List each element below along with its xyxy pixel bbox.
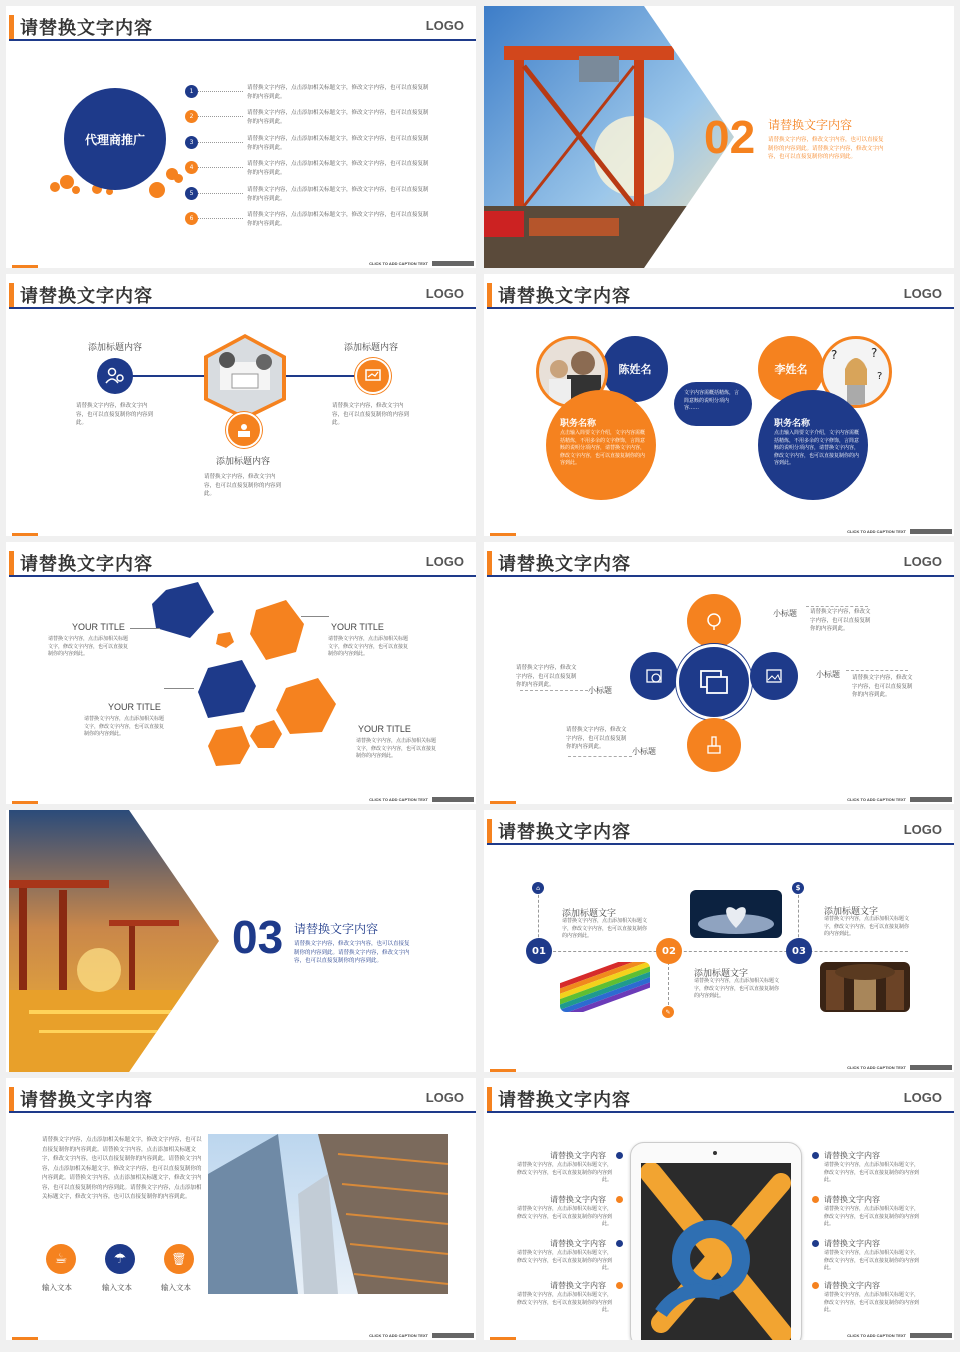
list-item-text: 请替换文字内容，点击添加相关标题文字，修改文字内容，也可以直接复制你的内容到此。	[247, 110, 429, 125]
role-title-1: 职务名称	[560, 419, 597, 429]
logo: LOGO	[425, 286, 464, 301]
cube-pointer-3	[164, 688, 194, 689]
orange-dot	[72, 186, 80, 194]
cube-title-1: YOUR TITLE	[72, 622, 125, 632]
cube-body-3: 请替换文字内容，点击添加相关标题文字，修改文字内容，也可以直接复制你的内容到此。	[84, 716, 165, 737]
slide-cross-diagram[interactable]	[484, 542, 954, 804]
caption-text: CLICK TO ADD CAPTION TEXT	[369, 261, 428, 266]
book-heart-photo	[690, 890, 782, 938]
step-body-2: 请替换文字内容，点击添加相关标题文字，修改文字内容，也可以直接复制你的内容到此。	[694, 978, 780, 999]
rope-knot-photo	[641, 1163, 791, 1340]
logo: LOGO	[903, 822, 942, 837]
flow-line	[538, 951, 908, 952]
connector	[568, 756, 632, 757]
bullet-blue	[812, 1152, 819, 1159]
meeting-hexagon	[202, 332, 288, 422]
connector	[806, 606, 868, 607]
slide-title: 请替换文字内容	[498, 1090, 631, 1111]
input-text-3: 输入文本	[161, 1283, 191, 1292]
globe-node	[687, 594, 741, 648]
library-photo	[820, 962, 910, 1012]
trash-icon: 🗑	[164, 1244, 194, 1274]
title-underline	[9, 307, 476, 309]
title-accent	[9, 551, 14, 575]
footer-accent	[12, 801, 38, 804]
connector	[198, 193, 243, 194]
svg-text:?: ?	[877, 371, 883, 382]
slide-title: 请替换文字内容	[20, 1090, 153, 1111]
footer-accent	[12, 1337, 38, 1340]
step-left-body: 请替换文字内容，修改文字内容，也可以直接复制你的内容到此。	[76, 403, 154, 426]
person-name-2: 李姓名	[774, 363, 808, 376]
left-item-body: 请替换文字内容，点击添加相关标题文字，修改文字内容，也可以直接复制你的内容到此。	[516, 1206, 612, 1227]
footer-bar	[910, 529, 952, 534]
profile-circle-1	[546, 390, 656, 500]
list-number: 4	[185, 161, 198, 174]
input-text-2: 输入文本	[102, 1283, 132, 1292]
pencil-icon: ✎	[662, 1006, 674, 1018]
middle-summary	[674, 382, 752, 426]
bullet-orange	[616, 1196, 623, 1203]
logo: LOGO	[425, 18, 464, 33]
bullet-orange	[812, 1282, 819, 1289]
step-badge-02: 02	[656, 938, 682, 964]
cube-cluster	[146, 582, 346, 782]
list-item-text: 请替换文字内容，点击添加相关标题文字，修改文字内容，也可以直接复制你的内容到此。	[247, 85, 429, 100]
footer-accent	[490, 1337, 516, 1340]
footer-bar	[910, 1333, 952, 1338]
cube-title-3: YOUR TITLE	[108, 702, 161, 712]
slide-hexagon-steps[interactable]	[6, 274, 476, 536]
gallery-center	[676, 644, 752, 720]
subtitle-body-3: 请替换文字内容，修改文字内容，也可以直接复制你的内容到此。	[516, 665, 577, 688]
footer-bar	[432, 1333, 474, 1338]
bullet-blue	[616, 1152, 623, 1159]
step-bottom-label: 添加标题内容	[216, 457, 271, 467]
download-icon	[645, 667, 663, 685]
teacher-icon	[226, 412, 262, 448]
slide-agent-promotion[interactable]	[6, 6, 476, 268]
home-icon: ⌂	[532, 882, 544, 894]
connector	[198, 116, 243, 117]
coffee-icon: ☕	[46, 1244, 76, 1274]
slide-cubes[interactable]	[6, 542, 476, 804]
title-accent	[9, 1087, 14, 1111]
connector	[198, 218, 243, 219]
title-underline	[487, 843, 954, 845]
connector	[198, 91, 243, 92]
caption-text: CLICK TO ADD CAPTION TEXT	[847, 1333, 906, 1338]
slide-tablet[interactable]	[484, 1078, 954, 1340]
step-label-2: 添加标题文字	[694, 969, 749, 979]
svg-text:?: ?	[831, 348, 838, 362]
subtitle-3: 小标题	[588, 686, 612, 695]
slide-process-flow[interactable]	[484, 810, 954, 1072]
orange-dot	[50, 182, 60, 192]
input-text-1: 输入文本	[42, 1283, 72, 1292]
bullet-orange	[616, 1282, 623, 1289]
right-item-body: 请替换文字内容，点击添加相关标题文字，修改文字内容，也可以直接复制你的内容到此。	[824, 1250, 920, 1271]
logo: LOGO	[425, 1090, 464, 1105]
title-accent	[487, 551, 492, 575]
left-item-title: 请替换文字内容	[550, 1281, 606, 1290]
caption-text: CLICK TO ADD CAPTION TEXT	[369, 797, 428, 802]
orange-dot	[174, 174, 183, 183]
bullet-blue	[616, 1240, 623, 1247]
section-title: 请替换文字内容	[294, 922, 379, 936]
left-item-body: 请替换文字内容，点击添加相关标题文字，修改文字内容，也可以直接复制你的内容到此。	[516, 1162, 612, 1183]
connector	[846, 670, 908, 671]
footer-bar	[910, 1065, 952, 1070]
step-label-1: 添加标题文字	[562, 909, 617, 919]
slide-section-03[interactable]	[6, 810, 476, 1072]
slide-title: 请替换文字内容	[20, 18, 153, 39]
title-accent	[487, 819, 492, 843]
agent-promotion-circle	[64, 88, 166, 190]
step-left-label: 添加标题内容	[88, 343, 143, 353]
title-underline	[9, 575, 476, 577]
person-name-1: 陈姓名	[618, 363, 652, 376]
step-bottom-body: 请替换文字内容，修改文字内容，也可以直接复制你的内容到此。	[204, 474, 282, 497]
connector	[198, 142, 243, 143]
paragraph: 请替换文字内容，点击添加相关标题文字，修改文字内容，也可以直接复制你的内容到此。请替换文字内容，点击添加相关标题文字，修改文字内容，也可以直接复制你的内容到此。请替换文字内容，点击添加相关标题文字，修改文字内容，也可以直接复制你的内容到此。请替换文字内容，点击添加相关标题文字，修改文字内容，也可以直接复制你的内容到此。请替换文字内容，点击添加相关标题文字，修改文字内容，也可以直接复制你的内容到此。	[42, 1137, 202, 1200]
cube-pointer-1	[130, 628, 160, 629]
subtitle-body-1: 请替换文字内容，修改文字内容，也可以直接复制你的内容到此。	[810, 609, 871, 632]
section-number: 02	[704, 111, 756, 163]
caption-text: CLICK TO ADD CAPTION TEXT	[847, 1065, 906, 1070]
slide-title: 请替换文字内容	[20, 554, 153, 575]
step-label-3: 添加标题文字	[824, 907, 879, 917]
cube-body-1: 请替换文字内容，点击添加相关标题文字，修改文字内容，也可以直接复制你的内容到此。	[48, 636, 129, 657]
left-item-title: 请替换文字内容	[550, 1195, 606, 1204]
middle-summary-text: 文字内容需概括精炼，言简意赅的说明分项内容……	[684, 390, 740, 411]
footer-bar	[910, 797, 952, 802]
caption-text: CLICK TO ADD CAPTION TEXT	[847, 529, 906, 534]
footer-accent	[490, 1069, 516, 1072]
step-right-label: 添加标题内容	[344, 343, 399, 353]
step-right-body: 请替换文字内容，修改文字内容，也可以直接复制你的内容到此。	[332, 403, 410, 426]
title-underline	[9, 39, 476, 41]
step-body-1: 请替换文字内容，点击添加相关标题文字，修改文字内容，也可以直接复制你的内容到此。	[562, 918, 648, 939]
logo: LOGO	[425, 554, 464, 569]
list-item-text: 请替换文字内容，点击添加相关标题文字，修改文字内容，也可以直接复制你的内容到此。	[247, 136, 429, 151]
section-body: 请替换文字内容，修改文字内容，也可以直接复制你的内容到此。请替换文字内容，修改文字内容，也可以直接复制你的内容到此。	[768, 137, 884, 160]
list-number: 5	[185, 187, 198, 200]
team-icon	[97, 358, 133, 394]
list-item-text: 请替换文字内容，点击添加相关标题文字，修改文字内容，也可以直接复制你的内容到此。	[247, 212, 429, 227]
right-item-body: 请替换文字内容，点击添加相关标题文字，修改文字内容，也可以直接复制你的内容到此。	[824, 1206, 920, 1227]
cube-body-4: 请替换文字内容，点击添加相关标题文字，修改文字内容，也可以直接复制你的内容到此。	[356, 738, 437, 759]
right-item-title: 请替换文字内容	[824, 1151, 880, 1160]
slide-title: 请替换文字内容	[20, 286, 153, 307]
right-item-title: 请替换文字内容	[824, 1239, 880, 1248]
slide-title: 请替换文字内容	[498, 554, 631, 575]
list-number: 3	[185, 136, 198, 149]
footer-accent	[12, 265, 38, 268]
section-body: 请替换文字内容，修改文字内容，也可以直接复制你的内容到此。请替换文字内容，修改文字内容，也可以直接复制你的内容到此。	[294, 941, 410, 964]
umbrella-icon: ☂	[105, 1244, 135, 1274]
section-number: 03	[232, 911, 284, 963]
role-body-1: 点击输入简要文字介绍，文字内容需概括精炼，不用多余的文字修饰，言简意赅的说明分项内容，请替换文字内容，修改文字内容，也可以直接复制你的内容到此。	[560, 430, 646, 466]
subtitle-4: 小标题	[632, 747, 656, 756]
footer-accent	[12, 533, 38, 536]
title-accent	[487, 283, 492, 307]
list-number: 6	[185, 212, 198, 225]
left-item-body: 请替换文字内容，点击添加相关标题文字，修改文字内容，也可以直接复制你的内容到此。	[516, 1250, 612, 1271]
step-body-3: 请替换文字内容，点击添加相关标题文字，修改文字内容，也可以直接复制你的内容到此。	[824, 916, 910, 937]
list-item-text: 请替换文字内容，点击添加相关标题文字，修改文字内容，也可以直接复制你的内容到此。	[247, 187, 429, 202]
slide-text-image[interactable]	[6, 1078, 476, 1340]
step-badge-03: 03	[786, 938, 812, 964]
skyscraper-photo	[208, 1134, 448, 1294]
connector	[198, 167, 243, 168]
right-item-title: 请替换文字内容	[824, 1281, 880, 1290]
svg-text:?: ?	[871, 346, 878, 360]
right-item-title: 请替换文字内容	[824, 1195, 880, 1204]
dollar-icon: $	[792, 882, 804, 894]
right-item-body: 请替换文字内容，点击添加相关标题文字，修改文字内容，也可以直接复制你的内容到此。	[824, 1162, 920, 1183]
agent-promotion-label: 代理商推广	[84, 132, 145, 147]
caption-text: CLICK TO ADD CAPTION TEXT	[847, 797, 906, 802]
subtitle-2: 小标题	[816, 670, 840, 679]
footer-accent	[490, 801, 516, 804]
presentation-icon	[355, 358, 391, 394]
tablet-frame	[630, 1142, 802, 1340]
title-accent	[487, 1087, 492, 1111]
subtitle-1: 小标题	[773, 609, 797, 618]
logo: LOGO	[903, 1090, 942, 1105]
title-accent	[9, 283, 14, 307]
footer-accent	[490, 533, 516, 536]
orange-dot	[149, 182, 165, 198]
logo: LOGO	[903, 554, 942, 569]
image-icon	[765, 668, 783, 684]
title-underline	[487, 307, 954, 309]
title-underline	[487, 575, 954, 577]
port-night-photo	[9, 810, 219, 1072]
slide-title: 请替换文字内容	[498, 286, 631, 307]
footer-bar	[432, 261, 474, 266]
download-node	[630, 652, 678, 700]
slide-team-profiles[interactable]	[484, 274, 954, 536]
image-node	[750, 652, 798, 700]
cube-title-2: YOUR TITLE	[331, 622, 384, 632]
role-body-2: 点击输入简要文字介绍，文字内容需概括精炼，不用多余的文字修饰，言简意赅的说明分项内容，请替换文字内容，修改文字内容，也可以直接复制你的内容到此。	[774, 430, 860, 466]
brush-node	[687, 718, 741, 772]
cube-pointer-2	[301, 616, 329, 617]
colored-pencils-photo	[560, 962, 650, 1012]
connector	[520, 690, 588, 691]
left-item-body: 请替换文字内容，点击添加相关标题文字，修改文字内容，也可以直接复制你的内容到此。	[516, 1292, 612, 1313]
caption-text: CLICK TO ADD CAPTION TEXT	[369, 1333, 428, 1338]
right-item-body: 请替换文字内容，点击添加相关标题文字，修改文字内容，也可以直接复制你的内容到此。	[824, 1292, 920, 1313]
role-title-2: 职务名称	[774, 419, 811, 429]
left-item-title: 请替换文字内容	[550, 1151, 606, 1160]
footer-bar	[432, 797, 474, 802]
crane-photo	[484, 6, 734, 268]
cube-title-4: YOUR TITLE	[358, 724, 411, 734]
gallery-icon	[699, 669, 729, 695]
profile-circle-2	[758, 390, 868, 500]
globe-icon	[704, 611, 724, 631]
list-item-text: 请替换文字内容，点击添加相关标题文字，修改文字内容，也可以直接复制你的内容到此。	[247, 161, 429, 176]
camera-dot	[713, 1151, 717, 1155]
title-underline	[9, 1111, 476, 1113]
subtitle-body-4: 请替换文字内容，修改文字内容，也可以直接复制你的内容到此。	[566, 727, 627, 750]
bullet-blue	[812, 1240, 819, 1247]
left-item-title: 请替换文字内容	[550, 1239, 606, 1248]
subtitle-body-2: 请替换文字内容，修改文字内容，也可以直接复制你的内容到此。	[852, 675, 913, 698]
bullet-orange	[812, 1196, 819, 1203]
brush-icon	[705, 735, 723, 755]
slide-section-02[interactable]	[484, 6, 954, 268]
list-number: 2	[185, 110, 198, 123]
logo: LOGO	[903, 286, 942, 301]
step-badge-01: 01	[526, 938, 552, 964]
list-number: 1	[185, 85, 198, 98]
slide-title: 请替换文字内容	[498, 822, 631, 843]
cube-body-2: 请替换文字内容，点击添加相关标题文字，修改文字内容，也可以直接复制你的内容到此。	[328, 636, 409, 657]
title-accent	[9, 15, 14, 39]
section-title: 请替换文字内容	[768, 118, 853, 132]
title-underline	[487, 1111, 954, 1113]
